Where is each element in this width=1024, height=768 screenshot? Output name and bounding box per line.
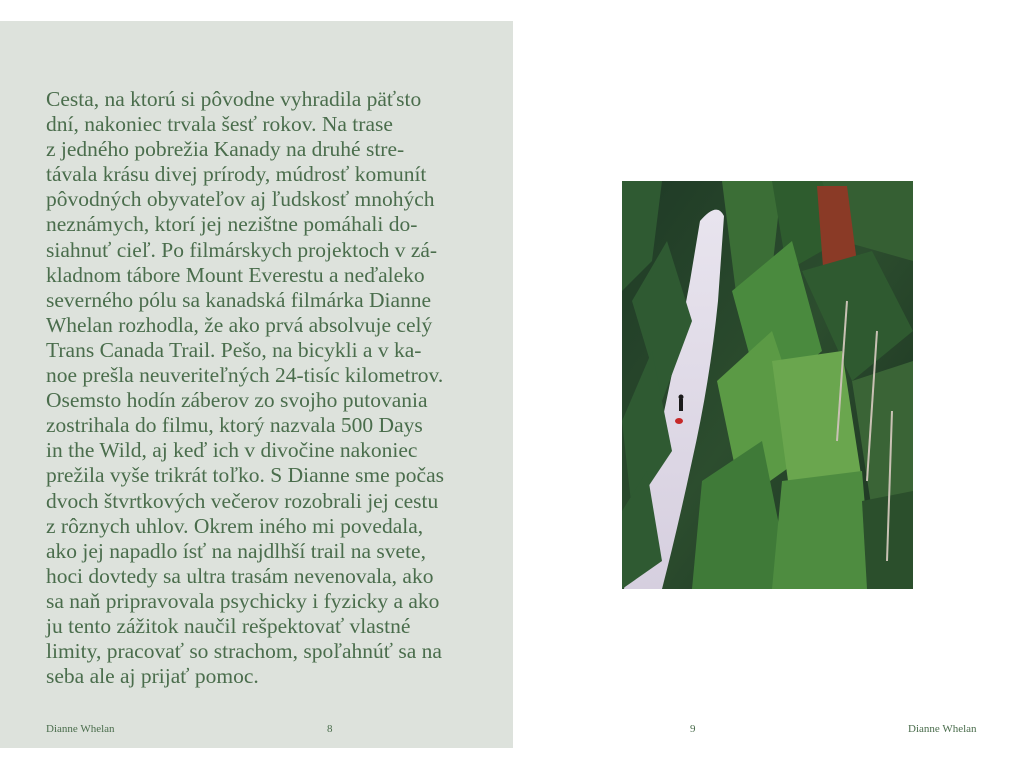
body-text [46, 87, 476, 689]
text-line: dní, nakoniec trvala šesť rokov. Na trase [46, 112, 393, 137]
footer-author: Dianne Whelan [46, 723, 115, 735]
page-number: 8 [327, 723, 333, 735]
text-line: Cesta, na ktorú si pôvodne vyhradila päťsto [46, 87, 422, 111]
text-line: severného pólu sa kanadská filmárka Dianne [46, 287, 432, 312]
text-line: z rôznych uhlov. Okrem iného mi povedala, [46, 513, 424, 538]
text-line: pôvodných obyvateľov aj ľudskosť mnohých [46, 187, 435, 212]
text-line: limity, pracovať so strachom, spoľahnúť sa na [46, 639, 442, 664]
text-line: zostrihala do filmu, ktorý nazvala 500 Days [46, 413, 423, 438]
text-line: hoci dovtedy sa ultra trasám nevenovala, ako [46, 563, 434, 588]
footer-author: Dianne Whelan [908, 723, 977, 735]
text-line: kladnom tábore Mount Everestu a neďaleko [46, 262, 425, 287]
text-line: Whelan rozhodla, že ako prvá absolvuje celý [46, 312, 433, 337]
text-line: dvoch štvrtkových večerov rozobrali jej cestu [46, 488, 439, 513]
text-line: seba ale aj prijať pomoc. [46, 664, 259, 689]
text-line: Trans Canada Trail. Pešo, na bicykli a v ka- [46, 337, 422, 362]
text-line: ako jej napadlo ísť na najdlhší trail na svete, [46, 538, 426, 563]
text-line: noe prešla neuveriteľných 24-tisíc kilometrov. [46, 363, 444, 388]
forest-photo-illustration [622, 181, 913, 589]
text-line: neznámych, ktorí jej nezištne pomáhali do- [46, 212, 418, 237]
text-line: Osemsto hodín záberov zo svojho putovania [46, 388, 428, 413]
text-line: távala krásu divej prírody, múdrosť komunít [46, 162, 427, 187]
text-line: z jedného pobrežia Kanady na druhé stre- [46, 137, 405, 162]
right-page [513, 21, 1024, 748]
left-page [0, 21, 513, 748]
text-line: sa naň pripravovala psychicky i fyzicky a ako [46, 588, 440, 613]
text-line: in the Wild, aj keď ich v divočine nakoniec [46, 438, 418, 463]
text-line: siahnuť cieľ. Po filmárskych projektoch v zá- [46, 237, 438, 262]
page-number: 9 [690, 723, 696, 735]
text-line: ju tento zážitok naučil rešpektovať vlastné [46, 613, 411, 638]
text-line: prežila vyše trikrát toľko. S Dianne sme počas [46, 463, 445, 488]
forest-trail-photo [622, 181, 913, 589]
